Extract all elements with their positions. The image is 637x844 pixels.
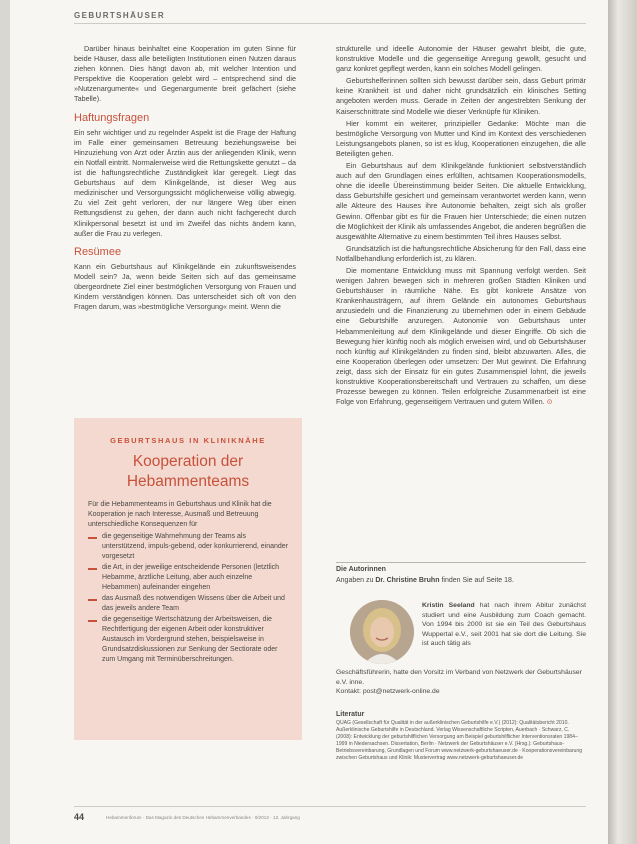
authors-heading: Die Autorinnen: [336, 566, 386, 573]
left-column: [74, 44, 296, 314]
book-binding: [608, 0, 637, 844]
note-suffix: finden Sie auf Seite 18.: [439, 577, 514, 584]
heading-haftungsfragen: Haftungsfragen: [74, 111, 150, 124]
box-intro: Für die Hebammenteams in Geburtshaus und Klinik hat die Kooperation je nach Interesse, Ausmaß und Betreuung unterschiedliche Konsequenzen für: [88, 501, 272, 528]
footer-rule: [74, 806, 586, 807]
paragraph: Darüber hinaus beinhaltet eine Kooperation im guten Sinne für beide Häuser, dass alle beteiligten Institutionen einen Nutzen daraus ziehen können. Dies hängt davon ab, mit welcher Intention und Perspektive die Kooperation gelebt wird – entsprechend sind die »Nutzenargumente« und Gegenargumente breit gefächert (siehe Tabelle).: [74, 44, 296, 104]
info-box: [74, 418, 302, 740]
page-number: 44: [74, 812, 85, 822]
box-list-item: das Ausmaß des notwendigen Wissens über die Arbeit und das jeweils andere Team: [88, 594, 292, 614]
paragraph-text: Die momentane Entwicklung muss mit Spannung verfolgt werden. Seit wenigen Jahren bewegen sich in mehreren großen Städten Kliniken und Geburtshäuser in räumliche Nähe. Es gibt konkrete Ansätze von Krankenhausträgern, auf ihrem Gelände ein autonomes Geburtshaus anzusiedeln und die Finanzierung zu übernehmen oder in einem Gebäude eine Geburtshilfe anzuregen. Autonomie von Geburtshaus unter Hebammenleitung auf dem Klinikgelände und dieser Eingriffe. Ob sich die Bewegung hier künftig noch als möglich erweisen wird, und ob Geburtshäuser noch künftig auf Klinikgeländen zu finden sind, bleibt abzuwarten. Alles, die eine Kooperation überlegen oder umsetzen: Der Mut gewinnt. Die Erfahrung zeigt, dass sich der Einsatz für ein gutes Zusammenspiel lohnt, die jeweils konstruktive Kooperationsbereitschaft und Vertrauen zu schaffen, um diese Prozesse bewegen zu können. Teilen erfolgreiche Zusammenarbeit ist eine Folge von Erfahrung, gegenseitigem Vertrauen und gutem Willen.: [336, 265, 586, 407]
paragraph: strukturelle und ideelle Autonomie der Häuser gewahrt bleibt, die gute, konstruktive Modelle und die gegenseitige Anregung gewollt, gesucht und ganz konkret gepflegt werden, kann ein solches Modell gelingen.: [336, 44, 586, 74]
heading-resumee: Resümee: [74, 245, 122, 258]
box-list-item: die gegenseitige Wahrnehmung der Teams als unterstützend, impuls-gebend, oder konkurrierend, einander vorgesetzt: [88, 532, 292, 562]
right-column: [336, 44, 586, 409]
paragraph: Hier kommt ein weiterer, prinzipieller Gedanke: Möchte man die bestmögliche Versorgung von Mutter und Kind im Kontext des verschiedenen Leistungsangebots planen, so ist es klug, Kooperationen einzugehen, die alle Beteiligten gehen.: [336, 118, 586, 158]
header-rule: [74, 23, 586, 24]
author-name: Dr. Christine Bruhn: [375, 577, 440, 584]
author-bio-continued: [336, 668, 586, 697]
running-header: GEBURTSHÄUSER: [74, 11, 166, 20]
paragraph: [336, 266, 586, 407]
bio-text: hat nach ihrem Abitur zunächst studiert und eine Ausbildung zum Coach gemacht. Von 1994 bis 2000 ist sie ein Teil des Geburtshaus Wuppertal e.V., seit 2001 hat sie dort die Leitung. Sie ist auch tätig als: [422, 602, 586, 648]
end-of-article-icon: ⊙: [546, 397, 553, 407]
authors-note: [336, 577, 514, 584]
box-list-item: die gegenseitige Wertschätzung der Arbeitsweisen, die Rechtfertigung der eigenen Arbeit oder konstruktiver Austausch im Vordergrund stehen, beispielsweise in Grundsatzdiskussionen zur Senkung der Sectiorate oder zum Umgang mit Terminüberschreitungen.: [88, 615, 292, 665]
footer-text: Hebammenforum · Das Magazin des Deutschen Hebammenverbandes · 9/2012 · 13. Jahrgang: [106, 815, 300, 820]
literature-heading: Literatur: [336, 711, 365, 718]
literature-list: QUAG (Gesellschaft für Qualität in der außerklinischen Geburtshilfe e.V.) (2012): Qualitätsbericht 2010. Außerklinische Geburtshilfe in Deutschland. Verlag Wissenschaftliche Scripten, Auerbach · Schwarz, C. (2008): Entwicklung der geburtshilflichen Versorgung am Beispiel geburtshilflicher Interventionsraten 1984–1999 in Niedersachsen. Dissertation, Berlin · Netzwerk der Geburtshäuser e.V. (Hrsg.): Geburtshaus-Betriebsvereinbarung, Grundlagen und Forum www.netzwerk-geburtshaeuser.de · Kooperationsvereinbarung zwischen Geburtshaus und Klinik: Mustervertrag www.netzwerk-geburtshaeuser.de: [336, 720, 583, 762]
paragraph: Geburtshelferinnen sollten sich bewusst darüber sein, dass Geburt primär keine Krankheit ist und daher nicht grundsätzlich ein klinisches Setting angeboten werden muss. Gerade in Zeiten der angestrebten Senkung der Kaiserschnittrate sind Modelle wie dieser Verknüpfe für Kliniken.: [336, 76, 586, 116]
paragraph: Ein Geburtshaus auf dem Klinikgelände funktioniert selbstverständlich auch auf den Grundlagen eines erfüllten, achtsamen Kooperationsmodells, ohne die ideelle Übereinstimmung beider Seiten. Die aktuelle Entwicklung, dass Geburtshilfe gesichert und gemeinsam verantwortet werden kann, wenn alle Akteure des Hauses ihre Autonomie behalten, zeigt sich als großer Gewinn. Offenbar gibt es für die Frauen hier Unterschiede; die einen nutzen die Möglichkeit der Klinik als umfassendes Angebot, die anderen begrüßen die ausgewählte Alternative zu einem bestimmten Teil ihres Hauses selbst.: [336, 161, 586, 241]
note-prefix: Angaben zu: [336, 577, 376, 584]
box-list-item: die Art, in der jeweilige entscheidende Personen (letztlich Hebamme, ärztliche Leitung, aber auch einzelne Hebammen) aufeinander eingehen: [88, 563, 292, 593]
bio-name: Kristin Seeland: [422, 602, 475, 609]
magazine-page: [10, 0, 608, 844]
paragraph: Grundsätzlich ist die haftungsrechtliche Absicherung für den Fall, dass eine Notfallbehandlung erforderlich ist, zu klären.: [336, 243, 586, 263]
paragraph: Kann ein Geburtshaus auf Klinikgelände ein zukunftsweisendes Modell sein? Ja, wenn beide Seiten sich auf das gemeinsame übergeordnete Ziel einer bestmöglichen Versorgung von Frauen und Kindern verständigen können. Das unterscheidet sich oft von den Fragen darum, was »bestmögliche Versorgung« meint. Wenn die: [74, 261, 296, 312]
box-title: Kooperation der Hebammenteams: [126, 453, 250, 490]
authors-rule: [336, 562, 586, 563]
author-bio: [422, 601, 586, 649]
bio-continued: Geschäftsführerin, hatte den Vorsitz im Verband von Netzwerk der Geburtshäuser e.V. inne.: [336, 669, 582, 686]
box-body: [88, 500, 292, 666]
paragraph: Ein sehr wichtiger und zu regelnder Aspekt ist die Frage der Haftung im Falle einer gemeinsamen Betreuung beziehungsweise bei Hinzuziehung von Arzt oder Ärztin aus der anliegenden Klinik, wenn ein Notfall eintritt. Normalerweise wird die Rettungskette genutzt – da ist die haftungsrechtliche Zuständigkeit klar geregelt. Liegt das Geburtshaus auf dem Klinikgelände, ist dieser Weg aus medizinischer und Versorgungssicht möglicherweise völlig abwegig. Zu viel Zeit geht verloren, der nur längere Weg über einen Rettungsdienst zu gehen, der dann auch nicht fachgerecht durch Klinikpersonal besetzt ist und im Zweifel das nichts ändern kann, außer die Frau zu verlegen.: [74, 127, 296, 238]
box-kicker: GEBURTSHAUS IN KLINIKNÄHE: [110, 436, 266, 445]
box-list: [88, 532, 292, 665]
author-photo: [350, 600, 414, 664]
author-contact: Kontakt: post@netzwerk-online.de: [336, 688, 440, 696]
